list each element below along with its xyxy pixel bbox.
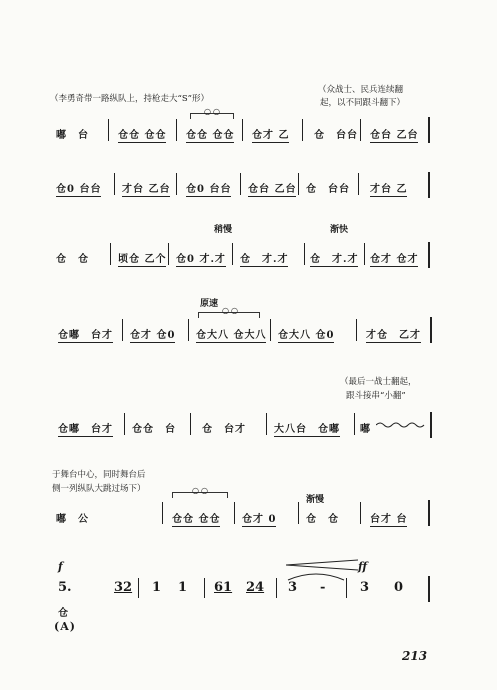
- score-system-5: [0, 408, 497, 438]
- percussion-under: 仓: [58, 608, 69, 619]
- jianpu-note: 1: [178, 580, 188, 595]
- tempo-bracket: ○○: [172, 492, 228, 498]
- tempo-mark-jiankuai: 渐快: [330, 225, 349, 235]
- beat: 仓0 才.才: [176, 250, 226, 267]
- stage-direction-4b: 侧一列纵队大跳过场下）: [52, 484, 146, 494]
- stage-direction-1: （李勇奇带一路纵队上，持枪走大“S”形）: [50, 94, 210, 104]
- beat: 仓才 仓0: [130, 326, 175, 343]
- jianpu-note: 61: [214, 580, 233, 595]
- beat: 仓 仓: [56, 254, 89, 265]
- beat: 仓仓 仓仓: [172, 510, 220, 527]
- beat: 仓仓 仓仓: [118, 126, 166, 143]
- jianpu-note: 24: [246, 580, 265, 595]
- page-number: 213: [402, 649, 428, 663]
- beat: 仓才 乙: [252, 126, 289, 143]
- tempo-bracket: ○○: [198, 312, 260, 318]
- beat: 才台 乙: [370, 180, 407, 197]
- stage-direction-4a: 于舞台中心，同时舞台后: [52, 470, 146, 480]
- stage-direction-3b: 跟斗接串“小翻”: [346, 391, 406, 401]
- beat: 嘟 台: [56, 130, 89, 141]
- jianpu-note: -: [320, 580, 326, 595]
- beat: 才仓 乙才: [366, 326, 421, 343]
- score-system-3: [0, 238, 497, 268]
- section-label: (A): [54, 620, 76, 633]
- beat: 仓才 仓才: [370, 250, 418, 267]
- tempo-mark-yuansu: 原速: [200, 299, 219, 309]
- score-system-1: [0, 107, 497, 143]
- beat: 仓仓 仓仓: [186, 126, 234, 143]
- stage-direction-2a: （众战士、民兵连续翻: [318, 85, 404, 95]
- beat: 仓 才.才: [310, 250, 358, 267]
- jianpu-note: 0: [394, 580, 404, 595]
- tempo-bracket: ○○: [190, 113, 234, 119]
- beat: 仓仓 台: [132, 424, 176, 435]
- score-system-4: [0, 306, 497, 342]
- beat: 才台 乙台: [122, 180, 170, 197]
- tempo-mark-shaoman: 稍慢: [214, 225, 233, 235]
- dynamic-f: f: [58, 560, 63, 573]
- jianpu-line: [0, 574, 497, 604]
- jianpu-note: 1: [152, 580, 162, 595]
- tremolo-line: [376, 420, 428, 430]
- beat: 仓 仓: [306, 514, 339, 525]
- beat: 仓台 乙台: [370, 126, 418, 143]
- beat: 仓嘟 台才: [58, 420, 113, 437]
- beat: 仓 台台: [314, 130, 358, 141]
- tempo-mark-jianman: 渐慢: [306, 495, 325, 505]
- beat: 嘟: [360, 424, 371, 435]
- stage-direction-3a: （最后一战士翻起，: [340, 377, 417, 387]
- beat: 大八台 仓嘟: [274, 420, 340, 437]
- beat: 仓大八 仓大八: [196, 326, 266, 343]
- beat: 仓大八 仓0: [278, 326, 334, 343]
- beat: 仓嘟 台才: [58, 326, 113, 343]
- beat: 仓 台才: [202, 424, 246, 435]
- jianpu-note: 3: [360, 580, 370, 595]
- beat: 仓0 台台: [186, 180, 231, 197]
- score-system-2: [0, 168, 497, 198]
- beat: 嘟 公: [56, 514, 89, 525]
- jianpu-note: 32: [114, 580, 133, 595]
- jianpu-note: 3: [288, 580, 298, 595]
- stage-direction-2b: 起，以不同跟斗翻下）: [320, 98, 406, 108]
- beat: 台才 台: [370, 510, 407, 527]
- dynamic-ff: ff: [358, 560, 368, 573]
- beat: 仓0 台台: [56, 180, 101, 197]
- beat: 顷仓 乙个: [118, 250, 166, 267]
- beat: 仓 才.才: [240, 250, 288, 267]
- beat: 仓 台台: [306, 184, 350, 195]
- beat: 仓台 乙台: [248, 180, 296, 197]
- jianpu-note: 5.: [58, 580, 72, 595]
- beat: 仓才 0: [242, 510, 276, 527]
